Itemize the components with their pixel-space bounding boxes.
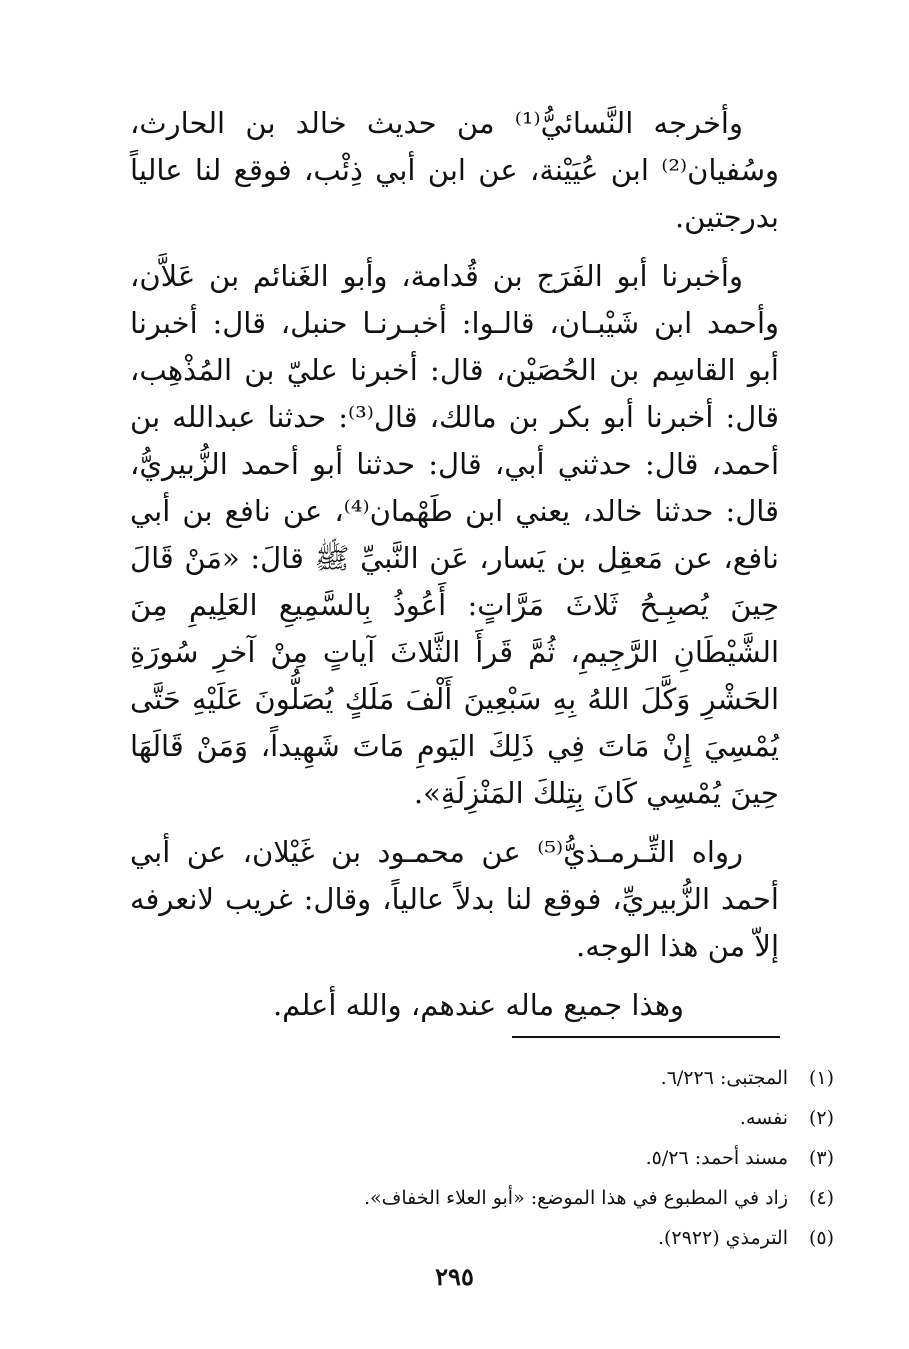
footnote-text: زاد في المطبوع في هذا الموضع: «أبو العلاء الخفاف». <box>364 1187 788 1209</box>
footnotes <box>200 1058 834 1258</box>
paragraph-tirmidhi: رواه التِّـرمـذيُّ⁽⁵⁾ عن محمـود بن غَيْلان، عن أبي أحمد الزُّبيريِّ، فوقع لنا بدلاً عالياً، وقال: غريب لانعرفه إلاّ من هذا الوجه. <box>130 835 779 963</box>
footnote-number: (٤) <box>808 1187 834 1209</box>
main-text <box>130 100 779 1041</box>
footnote-item <box>200 1138 834 1178</box>
footnote-number: (٣) <box>808 1147 834 1169</box>
page-number: ٢٩٥ <box>435 1262 474 1291</box>
footnote-text: نفسه. <box>739 1107 788 1129</box>
footnote-text: المجتبى: ٦/٢٢٦. <box>660 1067 788 1089</box>
footnote-separator <box>512 1036 780 1038</box>
footnote-number: (١) <box>808 1067 834 1089</box>
footnote-item <box>200 1178 834 1218</box>
footnote-item <box>200 1218 834 1258</box>
footnote-text: الترمذي (٢٩٢٢). <box>657 1227 788 1249</box>
paragraph-nasai: وأخرجه النَّسائيُّ⁽¹⁾ من حديث خالد بن الحارث، وسُفيان⁽²⁾ ابن عُيَيْنة، عن ابن أبي ذِئْب، فوقع لنا عالياً بدرجتين. <box>130 106 779 234</box>
footnote-text: مسند أحمد: ٥/٢٦. <box>645 1147 788 1169</box>
footnote-item <box>200 1098 834 1138</box>
footnote-item <box>200 1058 834 1098</box>
paragraph-hadith-chain: وأخبرنا أبو الفَرَج بن قُدامة، وأبو الغَنائم بن عَلاَّن، وأحمد ابن شَيْبـان، قالـوا: أخبـرنـا حنبل، قال: أخبرنا أبو القاسِم بن الحُصَيْن، قال: أخبرنا عليّ بن المُذْهِب، قال: أخبرنا أبو بكر بن مالك، قال⁽³⁾: حدثنا عبدالله بن أحمد، قال: حدثني أبي، قال: حدثنا أبو أحمد الزُّبيريُّ، قال: حدثنا خالد، يعني ابن طَهْمان⁽⁴⁾، عن نافع بن أبي نافع، عن مَعقِل بن يَسار، عَن النَّبيِّ ﷺ قالَ: «مَنْ قَالَ حِينَ يُصبِـحُ ثَلاثَ مَرَّاتٍ: أَعُوذُ بِالسَّمِيعِ العَلِيمِ مِنَ الشَّيْطَانِ الرَّجِيمِ، ثُمَّ قَرأَ الثَّلاثَ آياتٍ مِنْ آخرِ سُورَةِ الحَشْرِ وَكَّلَ اللهُ بِهِ سَبْعِينَ أَلْفَ مَلَكٍ يُصَلُّونَ عَلَيْهِ حَتَّى يُمْسِيَ إِنْ مَاتَ فِي ذَلِكَ اليَومِ مَاتَ شَهِيداً، وَمَنْ قَالَهَا حِينَ يُمْسِي كَانَ بِتِلكَ المَنْزِلَةِ». <box>130 259 779 810</box>
paragraph-closing: وهذا جميع ماله عندهم، والله أعلم. <box>272 988 684 1022</box>
footnote-number: (٥) <box>808 1227 834 1249</box>
footnote-number: (٢) <box>808 1107 834 1129</box>
